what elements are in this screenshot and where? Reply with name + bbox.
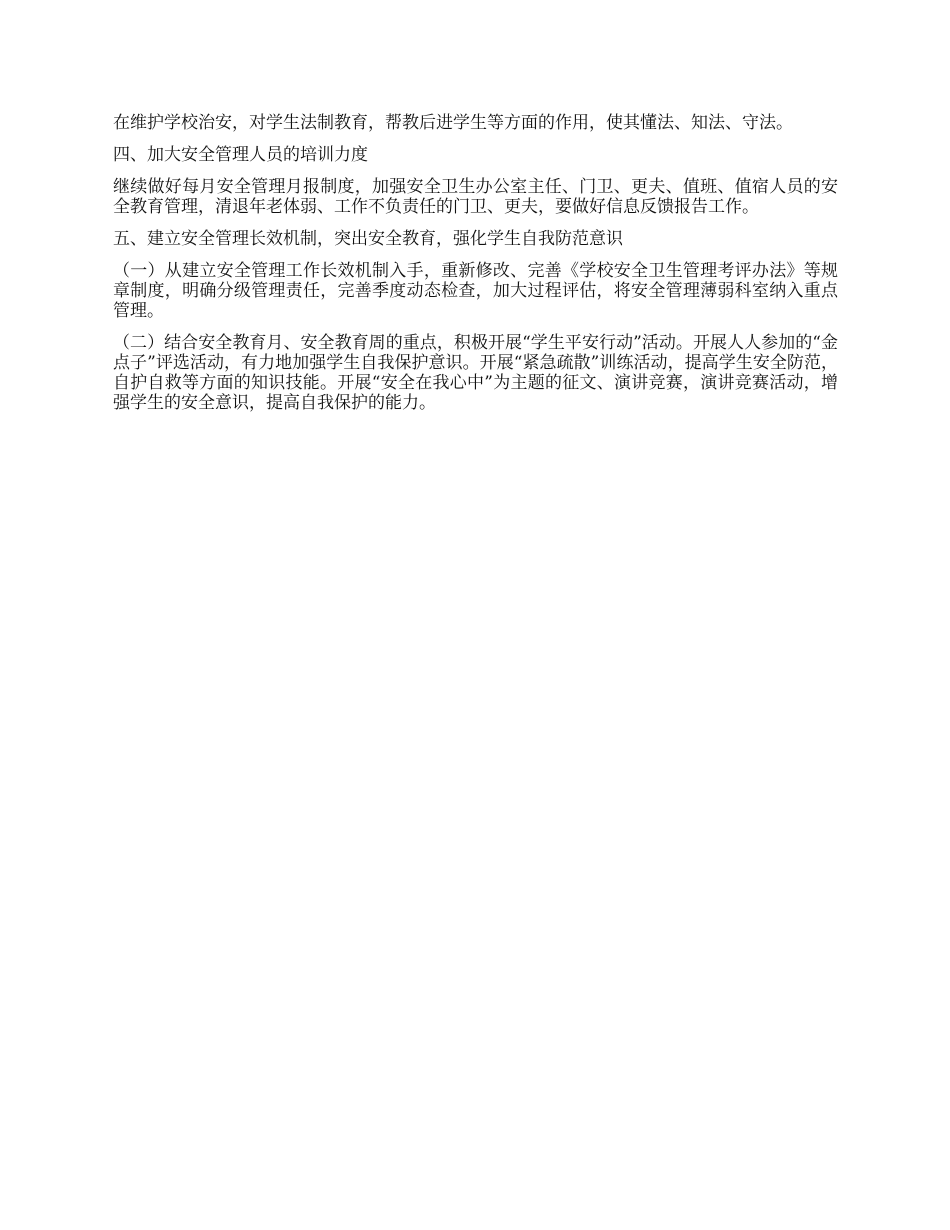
paragraph-regulations: （一）从建立安全管理工作长效机制入手，重新修改、完善《学校安全卫生管理考评办法》等规章制度，明确分级管理责任，完善季度动态检查，加大过程评估，将安全管理薄弱科室纳入重点管理。 [113, 261, 838, 321]
paragraph-school-security: 在维护学校治安，对学生法制教育，帮教后进学生等方面的作用，使其懂法、知法、守法。 [113, 113, 793, 133]
section-heading-mechanism: 五、建立安全管理长效机制，突出安全教育，强化学生自我防范意识 [113, 229, 623, 249]
section-heading-training: 四、加大安全管理人员的培训力度 [113, 145, 368, 165]
paragraph-monthly-report: 继续做好每月安全管理月报制度，加强安全卫生办公室主任、门卫、更夫、值班、值宿人员的安全教育管理，清退年老体弱、工作不负责任的门卫、更夫，要做好信息反馈报告工作。 [113, 177, 838, 217]
document-page [113, 113, 838, 425]
paragraph-safety-activities: （二）结合安全教育月、安全教育周的重点，积极开展“学生平安行动”活动。开展人人参加的“金点子”评选活动，有力地加强学生自我保护意识。开展“紧急疏散”训练活动，提高学生安全防范，自护自救等方面的知识技能。开展“安全在我心中”为主题的征文、演讲竞赛，演讲竞赛活动，增强学生的安全意识，提高自我保护的能力。 [113, 333, 838, 413]
